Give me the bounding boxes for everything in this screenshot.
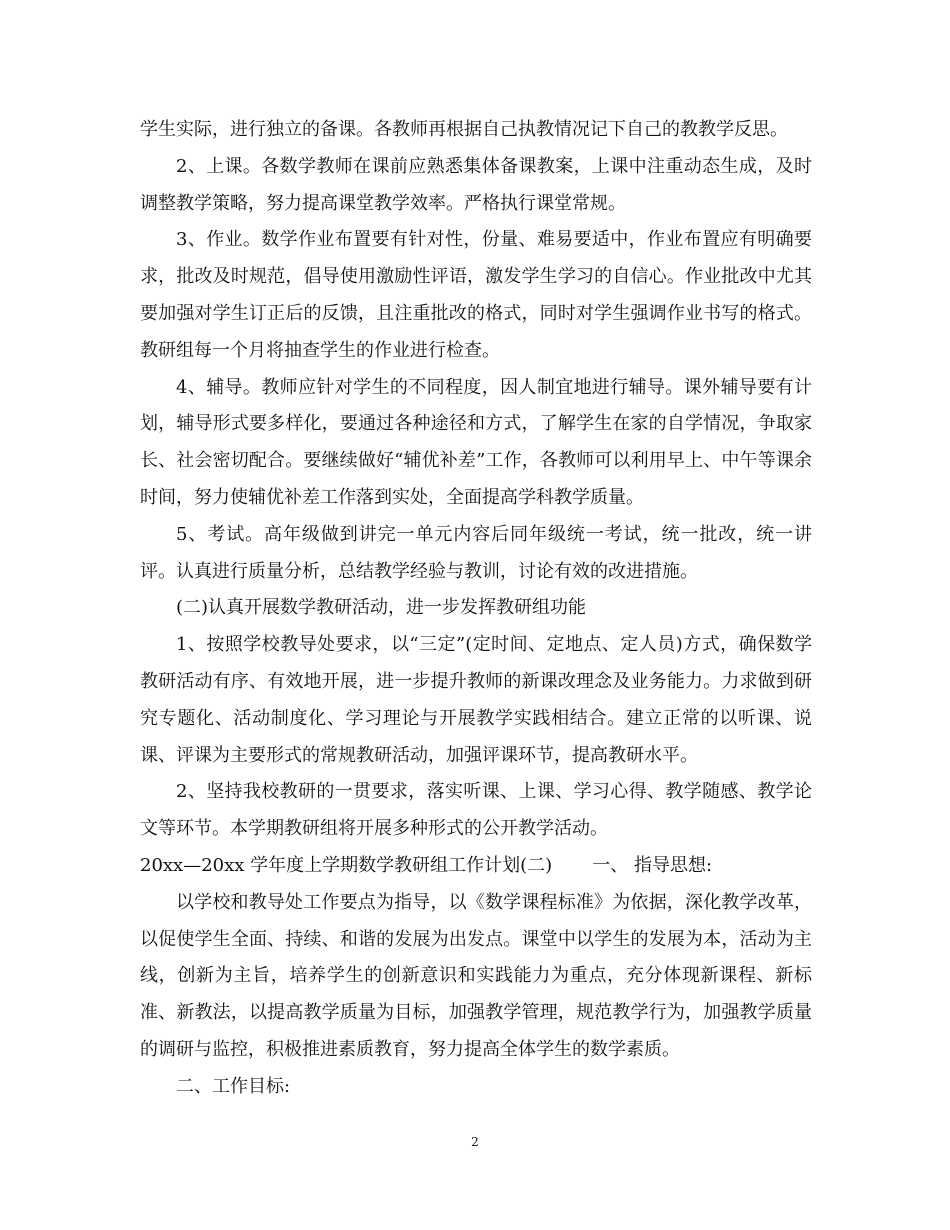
paragraph-lesson-prep-end: 学生实际，进行独立的备课。各教师再根据自己执教情况记下自己的教教学反思。 — [140, 119, 788, 140]
section-heading-work-goals: 二、工作目标: — [176, 1075, 291, 1097]
section-heading-research-activities: (二)认真开展数学教研活动，进一步发挥教研组功能 — [176, 597, 587, 619]
paragraph-research-item-2: 2、坚持我校教研的一贯要求，落实听课、上课、学习心得、教学随感、教学论文等环节。本学期教研组将开展多种形式的公开教学活动。 — [140, 781, 812, 840]
paragraph-exams: 5、考试。高年级做到讲完一单元内容后同年级统一考试，统一批改，统一讲评。认真进行质量分析，总结教学经验与教训，讨论有效的改进措施。 — [140, 523, 812, 582]
paragraph-class-teaching: 2、上课。各数学教师在课前应熟悉集体备课教案，上课中注重动态生成，及时调整教学策略，努力提高课堂教学效率。严格执行课堂常规。 — [140, 155, 812, 214]
page-number: 2 — [471, 1135, 479, 1149]
paragraph-guiding-thought: 以学校和教导处工作要点为指导，以《数学课程标准》为依据，深化教学改革，以促使学生全面、持续、和谐的发展为出发点。课堂中以学生的发展为本，活动为主线，创新为主旨，培养学生的创新意识和实践能力为重点，充分体现新课程、新标准、新教法，以提高教学质量为目标，加强教学管理，规范教学行为，加强教学质量的调研与监控，积极推进素质教育，努力提高全体学生的数学素质。 — [140, 891, 812, 1060]
paragraph-tutoring: 4、辅导。教师应针对学生的不同程度，因人制宜地进行辅导。课外辅导要有计划，辅导形式要多样化，要通过各种途径和方式，了解学生在家的自学情况，争取家长、社会密切配合。要继续做好“辅优补差”工作，各教师可以利用早上、中午等课余时间，努力使辅优补差工作落到实处，全面提高学科教学质量。 — [140, 376, 812, 508]
document-body — [140, 112, 812, 1106]
paragraph-homework: 3、作业。数学作业布置要有针对性，份量、难易要适中，作业布置应有明确要求，批改及时规范，倡导使用激励性评语，激发学生学习的自信心。作业批改中尤其要加强对学生订正后的反馈，且注重批改的格式，同时对学生强调作业书写的格式。教研组每一个月将抽查学生的作业进行检查。 — [140, 229, 812, 361]
paragraph-research-item-1: 1、按照学校教导处要求，以“三定”(定时间、定地点、定人员)方式，确保数学教研活动有序、有效地开展，进一步提升教师的新课改理念及业务能力。力求做到研究专题化、活动制度化、学习理论与开展教学实践相结合。建立正常的以听课、说课、评课为主要形式的常规教研活动，加强评课环节，提高教研水平。 — [140, 634, 812, 766]
plan-title-guiding-thought: 20xx—20xx 学年度上学期数学教研组工作计划(二) 一、 指导思想: — [140, 854, 713, 876]
